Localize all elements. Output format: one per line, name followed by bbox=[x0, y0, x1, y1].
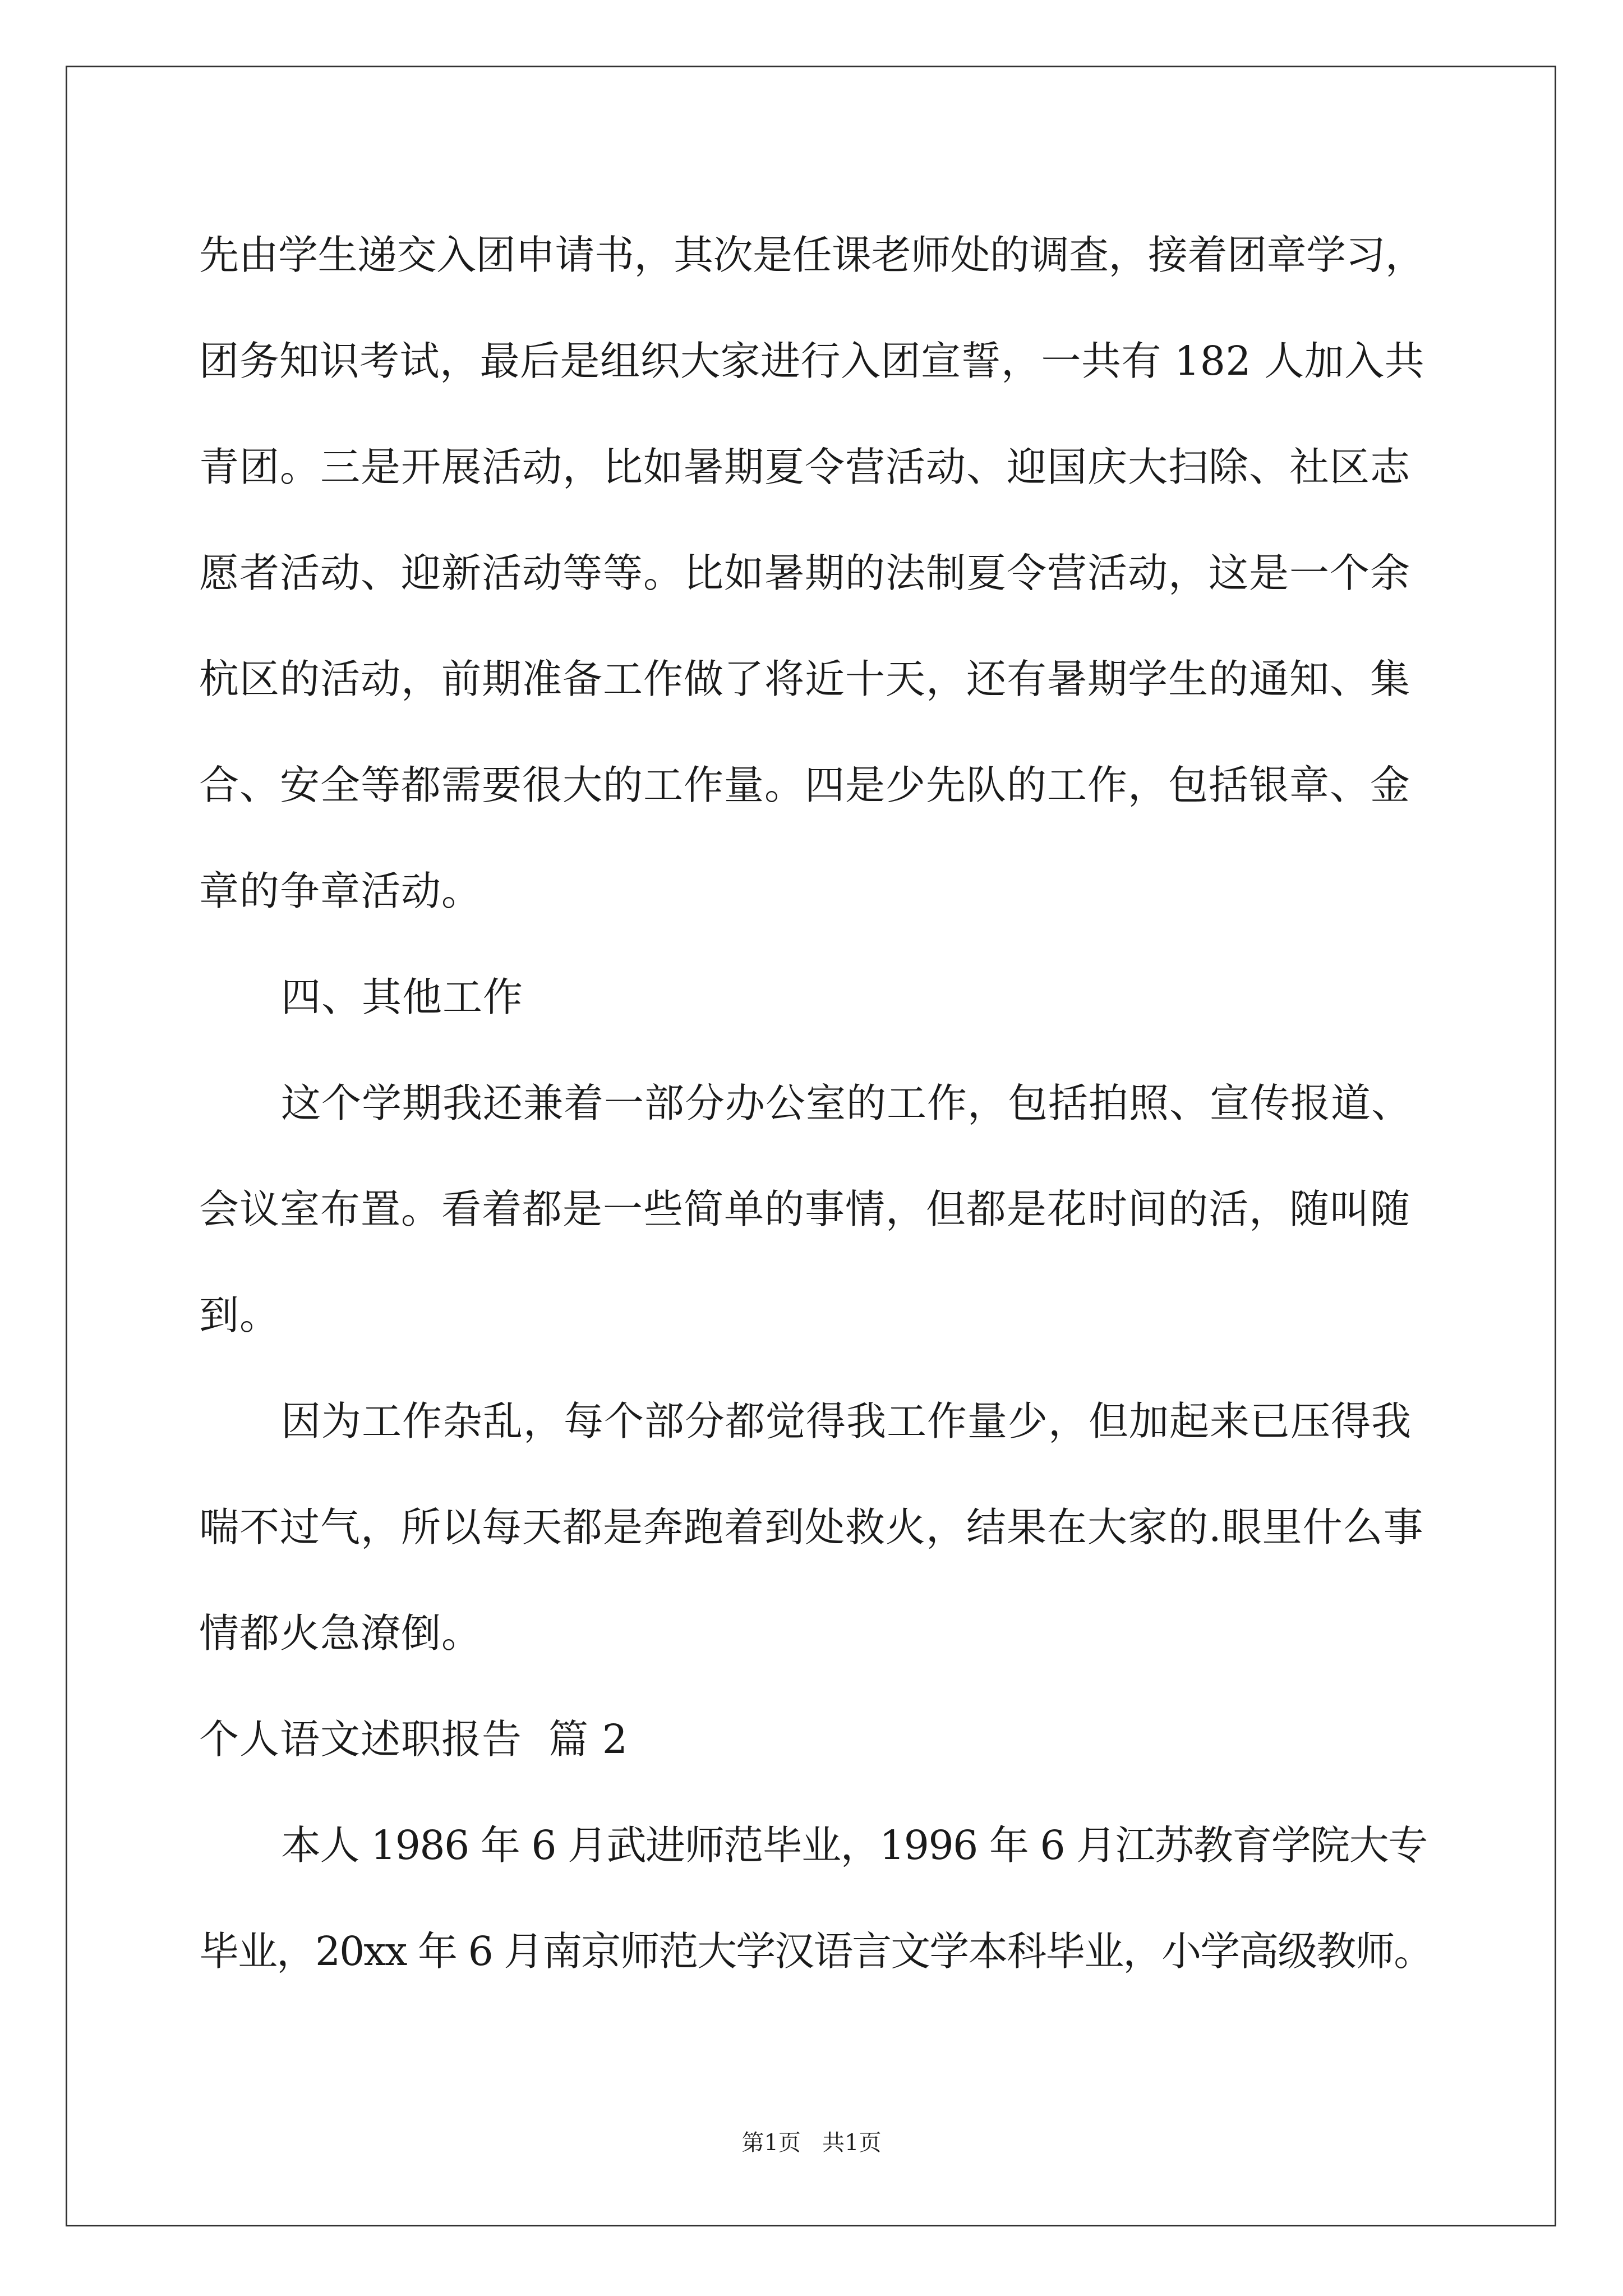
text-line: 章的争章活动。 bbox=[199, 868, 482, 914]
section-heading: 四、其他工作 bbox=[281, 974, 524, 1020]
text-line: 先由学生递交入团申请书，其次是任课老师处的调查，接着团章学习， bbox=[199, 232, 1425, 278]
text-line: 喘不过气，所以每天都是奔跑着到处救火，结果在大家的.眼里什么事 bbox=[199, 1504, 1424, 1550]
text-line: 情都火急潦倒。 bbox=[199, 1610, 482, 1657]
text-line: 因为工作杂乱，每个部分都觉得我工作量少，但加起来已压得我 bbox=[281, 1398, 1412, 1444]
text-line: 青团。三是开展活动，比如暑期夏令营活动、迎国庆大扫除、社区志 bbox=[199, 444, 1411, 490]
text-line: 杭区的活动，前期准备工作做了将近十天，还有暑期学生的通知、集 bbox=[199, 656, 1411, 702]
text-line: 团务知识考试，最后是组织大家进行入团宣誓，一共有 182 人加入共 bbox=[199, 338, 1425, 384]
text-line: 毕业，20xx 年 6 月南京师范大学汉语言文学本科毕业，小学高级教师。 bbox=[199, 1928, 1433, 1975]
text-line: 到。 bbox=[199, 1292, 280, 1338]
page-footer: 第1页 共1页 bbox=[741, 2130, 882, 2156]
text-line: 本人 1986 年 6 月武进师范毕业，1996 年 6 月江苏教育学院大专 bbox=[281, 1822, 1427, 1869]
article-title: 个人语文述职报告 篇 2 bbox=[199, 1716, 628, 1763]
text-line: 这个学期我还兼着一部分办公室的工作，包括拍照、宣传报道、 bbox=[281, 1080, 1412, 1126]
text-line: 愿者活动、迎新活动等等。比如暑期的法制夏令营活动，这是一个余 bbox=[199, 550, 1411, 596]
document-body bbox=[199, 202, 1433, 2004]
text-line: 合、安全等都需要很大的工作量。四是少先队的工作，包括银章、金 bbox=[199, 762, 1411, 808]
text-line: 会议室布置。看着都是一些简单的事情，但都是花时间的活，随叫随 bbox=[199, 1186, 1411, 1232]
